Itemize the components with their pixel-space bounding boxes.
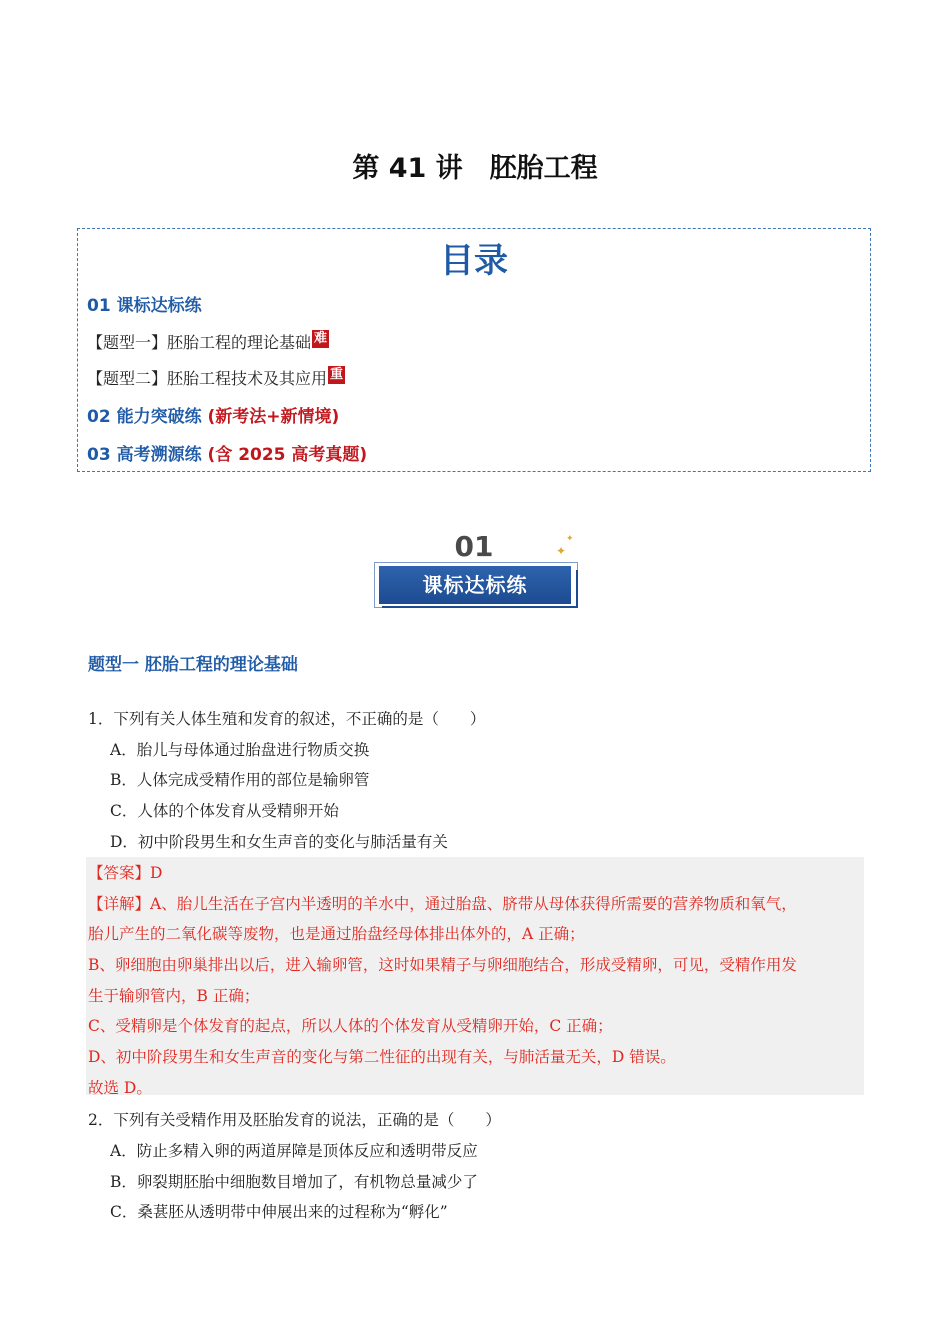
toc-type-1-label: 【题型一】胚胎工程的理论基础 [87, 333, 312, 352]
toc-section-3-extra: (含 2025 高考真题) [207, 445, 368, 465]
toc-section-1[interactable]: 01 课标达标练 [87, 296, 202, 316]
question-1-option-c: C．人体的个体发育从受精卵开始 [110, 802, 339, 820]
question-1-option-d: D．初中阶段男生和女生声音的变化与肺活量有关 [110, 833, 448, 851]
explanation-line: 生于输卵管内，B 正确； [88, 987, 260, 1005]
toc-type-2[interactable] [87, 366, 345, 389]
page-title: 第 41 讲 胚胎工程 [352, 153, 598, 184]
question-2-stem: 2．下列有关受精作用及胚胎发育的说法，正确的是（ ） [88, 1111, 501, 1129]
explanation-line: B、卵细胞由卵巢排出以后，进入输卵管，这时如果精子与卵细胞结合，形成受精卵，可见，受精作用发 [88, 956, 797, 974]
sparkle-icon: ✦ [566, 534, 574, 544]
explanation-line: D、初中阶段男生和女生声音的变化与第二性征的出现有关，与肺活量无关，D 错误。 [88, 1048, 676, 1066]
toc-type-2-label: 【题型二】胚胎工程技术及其应用 [87, 369, 328, 388]
toc-section-2[interactable] [87, 402, 339, 427]
section-banner [372, 530, 582, 610]
explanation-line: C、受精卵是个体发育的起点，所以人体的个体发育从受精卵开始，C 正确； [88, 1017, 613, 1035]
explanation-line: 胎儿产生的二氧化碳等废物，也是通过胎盘经母体排出体外的，A 正确； [88, 925, 585, 943]
question-2-option-b: B．卵裂期胚胎中细胞数目增加了，有机物总量减少了 [110, 1173, 478, 1191]
toc-section-3[interactable] [87, 440, 367, 465]
toc-section-3-main: 03 高考溯源练 [87, 445, 202, 465]
explanation-line: 故选 D。 [88, 1079, 152, 1097]
type-heading: 题型一 胚胎工程的理论基础 [88, 655, 298, 675]
importance-badge: 重 [330, 367, 344, 382]
sparkle-icon: ✦ [556, 544, 567, 558]
toc-section-2-main: 02 能力突破练 [87, 407, 202, 427]
question-1-option-a: A．胎儿与母体通过胎盘进行物质交换 [110, 741, 370, 759]
difficulty-badge: 难 [314, 331, 328, 346]
banner-number: 01 [454, 530, 494, 563]
question-2-option-a: A．防止多精入卵的两道屏障是顶体反应和透明带反应 [110, 1142, 478, 1160]
question-2-option-c: C．桑葚胚从透明带中伸展出来的过程称为“孵化” [110, 1203, 448, 1221]
question-1-answer: 【答案】D [88, 864, 163, 882]
question-1-option-b: B．人体完成受精作用的部位是输卵管 [110, 771, 370, 789]
explanation-line: 【详解】A、胎儿生活在子宫内半透明的羊水中，通过胎盘、脐带从母体获得所需要的营养物质和氧气， [88, 895, 797, 913]
table-of-contents [77, 228, 871, 472]
banner-label: 课标达标练 [422, 573, 528, 597]
toc-type-1[interactable] [87, 330, 329, 353]
toc-heading: 目录 [440, 241, 508, 281]
toc-section-2-extra: (新考法+新情境) [207, 407, 340, 427]
question-1-stem: 1．下列有关人体生殖和发育的叙述，不正确的是（ ） [88, 710, 486, 728]
